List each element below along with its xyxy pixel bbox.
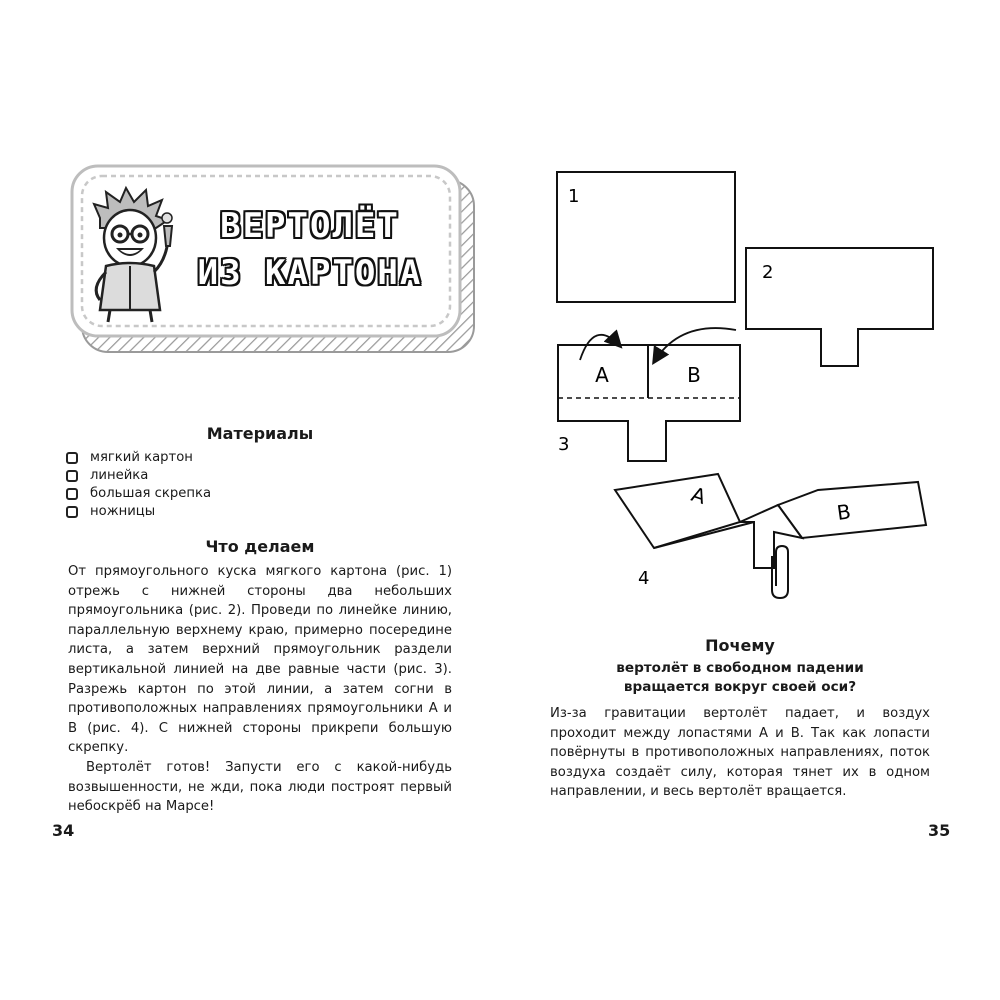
figure-4-label-b: B [835, 499, 853, 525]
materials-heading: Материалы [206, 424, 314, 443]
page-number-left: 34 [52, 821, 75, 840]
figure-1-label: 1 [568, 186, 580, 207]
why-heading: Почему [705, 636, 775, 655]
steps-heading: Что делаем [205, 537, 315, 556]
figure-2-label: 2 [762, 262, 774, 283]
title-line-1: ВЕРТОЛЁТ [220, 206, 400, 246]
checkbox-icon [66, 488, 78, 500]
list-item: ножницы [66, 503, 211, 521]
why-question-line-1: вертолёт в свободном падении [616, 660, 864, 676]
list-item: большая скрепка [66, 485, 211, 503]
figure-3-label: 3 [558, 434, 570, 455]
why-question-line-2: вращается вокруг своей оси? [623, 679, 857, 695]
explanation-paragraph: Из-за гравитации вертолёт падает, и воздух проходит между лопастями А и В. Так как лопасти повёрнуты в противоположных направлениях, поток воздуха создаёт силу, которая тянет их в одном направлении, и весь вертолёт вращается. [550, 706, 930, 800]
list-item: линейка [66, 467, 211, 485]
checkbox-icon [66, 506, 78, 518]
instruction-figures [540, 160, 960, 600]
checkbox-icon [66, 470, 78, 482]
figure-4-label-a: A [688, 481, 709, 509]
list-item: мягкий картон [66, 449, 211, 467]
explanation-text [550, 704, 930, 802]
figure-3-label-a: A [595, 363, 609, 387]
figure-4-label: 4 [638, 568, 650, 589]
figure-2 [746, 248, 933, 366]
page-number-right: 35 [928, 821, 951, 840]
figure-1 [557, 172, 735, 302]
title-line-2: ИЗ КАРТОНА [197, 253, 423, 293]
figure-3-label-b: B [687, 363, 701, 387]
materials-list [66, 449, 211, 521]
figure-4 [615, 474, 926, 598]
checkbox-icon [66, 452, 78, 464]
steps-text [68, 562, 452, 817]
figure-3 [558, 328, 740, 461]
steps-paragraph-2: Вертолёт готов! Запусти его с какой-нибудь возвышенности, не жди, пока люди построят первый небоскрёб на Марсе! [68, 759, 452, 815]
steps-paragraph-1: От прямоугольного куска мягкого картона (рис. 1) отрежь с нижней стороны два небольших прямоугольника (рис. 2). Проведи по линейке линию, параллельную верхнему краю, примерно посередине листа, а затем верхний прямоугольник раздели вертикальной линией на две равные части (рис. 3). Разрежь картон по этой линии, а затем согни в противоположных направлениях прямоугольники А и В (рис. 4). С нижней стороны прикрепи большую скрепку. [68, 564, 452, 756]
